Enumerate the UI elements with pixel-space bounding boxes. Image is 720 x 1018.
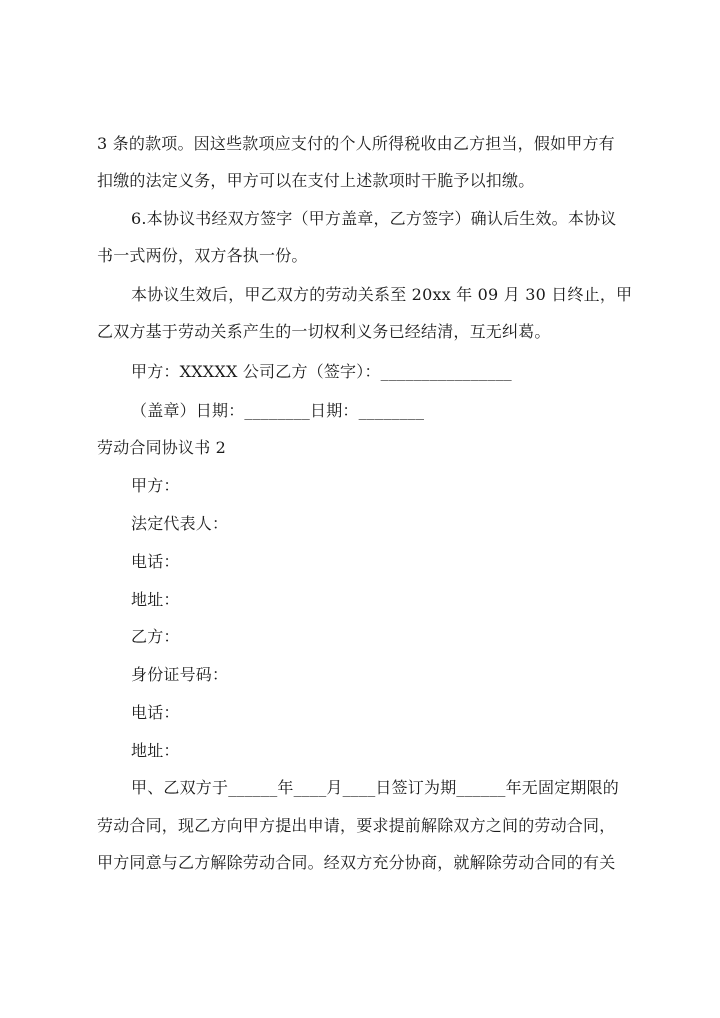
paragraph-line: 甲、乙双方于______年____月____日签订为期______年无固定期限的 [131,778,620,797]
paragraph-line: 书一式两份，双方各执一份。 [97,246,308,265]
paragraph-line: 3 条的款项。因这些款项应支付的个人所得税收由乙方担当，假如甲方有 [97,134,615,153]
phone-label: 电话： [131,552,180,571]
paragraph-line: 扣缴的法定义务，甲方可以在支付上述款项时干脆予以扣缴。 [97,171,535,190]
party-a-label: 甲方： [131,476,180,495]
paragraph-line: 甲方同意与乙方解除劳动合同。经双方充分协商，就解除劳动合同的有关 [97,853,616,872]
paragraph-line: 乙双方基于劳动关系产生的一切权利义务已经结清，互无纠葛。 [97,322,551,341]
clause-6-line: 6.本协议书经双方签字（甲方盖章，乙方签字）确认后生效。本协议 [131,209,617,228]
party-b-label: 乙方： [131,627,180,646]
date-line: （盖章）日期：________日期：________ [131,401,425,420]
address-label: 地址： [131,741,180,760]
id-number-label: 身份证号码： [131,665,229,684]
phone-label: 电话： [131,703,180,722]
legal-representative-label: 法定代表人： [131,514,229,533]
paragraph-line: 本协议生效后，甲乙双方的劳动关系至 20xx 年 09 月 30 日终止，甲 [131,285,633,304]
paragraph-line: 劳动合同，现乙方向甲方提出申请，要求提前解除双方之间的劳动合同， [97,816,616,835]
section-title: 劳动合同协议书 2 [97,438,227,457]
address-label: 地址： [131,590,180,609]
signature-line: 甲方：XXXXX 公司乙方（签字）：________________ [131,362,512,381]
